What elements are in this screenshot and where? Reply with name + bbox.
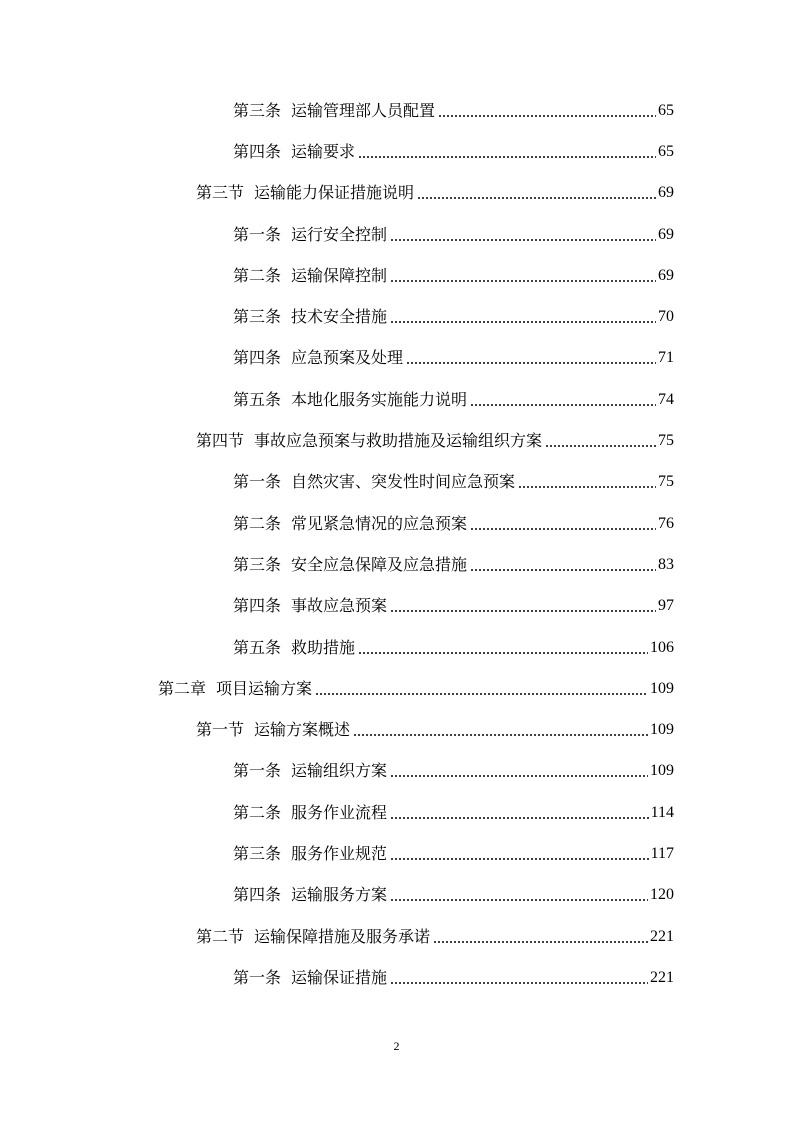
toc-entry-number: 第三条 bbox=[233, 843, 282, 863]
toc-entry-page: 97 bbox=[658, 597, 674, 615]
toc-entry-page: 83 bbox=[658, 555, 674, 573]
toc-dot-leader bbox=[433, 941, 648, 943]
toc-entry-number: 第四条 bbox=[233, 141, 282, 161]
toc-entry[interactable] bbox=[0, 544, 793, 585]
toc-entry[interactable] bbox=[0, 709, 793, 750]
toc-entry[interactable] bbox=[0, 668, 793, 709]
toc-entry-number: 第一条 bbox=[233, 761, 282, 781]
toc-entry[interactable] bbox=[0, 255, 793, 296]
toc-entry[interactable] bbox=[0, 379, 793, 420]
toc-dot-leader bbox=[390, 280, 656, 282]
toc-entry[interactable] bbox=[0, 338, 793, 379]
toc-entry-page: 221 bbox=[650, 927, 674, 945]
toc-entry-page: 65 bbox=[658, 101, 674, 119]
toc-dot-leader bbox=[390, 610, 656, 612]
toc-entry-title: 运输管理部人员配置 bbox=[291, 100, 436, 120]
toc-dot-leader bbox=[406, 362, 656, 364]
toc-entry[interactable] bbox=[0, 875, 793, 916]
toc-entry-page: 69 bbox=[658, 184, 674, 202]
footer-page-number: 2 bbox=[393, 1039, 400, 1053]
table-of-contents bbox=[0, 90, 793, 999]
toc-dot-leader bbox=[438, 115, 656, 117]
toc-entry-title: 本地化服务实施能力说明 bbox=[291, 389, 468, 409]
toc-entry-page: 69 bbox=[658, 225, 674, 243]
toc-entry-title: 事故应急预案与救助措施及运输组织方案 bbox=[254, 431, 543, 451]
toc-entry-page: 109 bbox=[650, 762, 674, 780]
toc-entry-number: 第一条 bbox=[233, 472, 282, 492]
toc-dot-leader bbox=[390, 817, 649, 819]
toc-entry[interactable] bbox=[0, 916, 793, 957]
toc-entry-title: 常见紧急情况的应急预案 bbox=[291, 513, 468, 533]
toc-entry-page: 221 bbox=[650, 968, 674, 986]
toc-dot-leader bbox=[390, 982, 648, 984]
toc-entry[interactable] bbox=[0, 792, 793, 833]
toc-entry-title: 自然灾害、突发性时间应急预案 bbox=[291, 472, 516, 492]
toc-entry-page: 70 bbox=[658, 308, 674, 326]
toc-entry-number: 第二条 bbox=[233, 802, 282, 822]
toc-entry-page: 65 bbox=[658, 142, 674, 160]
toc-entry[interactable] bbox=[0, 296, 793, 337]
toc-entry[interactable] bbox=[0, 462, 793, 503]
toc-entry[interactable] bbox=[0, 833, 793, 874]
toc-entry-number: 第五条 bbox=[233, 389, 282, 409]
toc-entry-number: 第四条 bbox=[233, 596, 282, 616]
toc-entry-number: 第一节 bbox=[196, 720, 245, 740]
toc-dot-leader bbox=[390, 775, 648, 777]
toc-entry-page: 114 bbox=[650, 803, 674, 821]
toc-entry-page: 120 bbox=[650, 886, 674, 904]
toc-dot-leader bbox=[470, 404, 656, 406]
toc-entry-title: 项目运输方案 bbox=[216, 678, 313, 698]
toc-dot-leader bbox=[315, 693, 648, 695]
toc-entry-title: 运输组织方案 bbox=[291, 761, 388, 781]
toc-entry[interactable] bbox=[0, 957, 793, 998]
toc-entry-page: 109 bbox=[650, 721, 674, 739]
toc-dot-leader bbox=[358, 652, 648, 654]
toc-entry-number: 第三条 bbox=[233, 554, 282, 574]
toc-entry-title: 运输保障控制 bbox=[291, 265, 388, 285]
toc-entry-number: 第四节 bbox=[196, 431, 245, 451]
toc-entry[interactable] bbox=[0, 90, 793, 131]
toc-entry-number: 第四条 bbox=[233, 885, 282, 905]
toc-entry-title: 救助措施 bbox=[291, 637, 356, 657]
toc-dot-leader bbox=[358, 156, 656, 158]
toc-entry-number: 第二条 bbox=[233, 513, 282, 533]
toc-entry[interactable] bbox=[0, 420, 793, 461]
toc-entry-title: 运输服务方案 bbox=[291, 885, 388, 905]
toc-entry-title: 运输要求 bbox=[291, 141, 356, 161]
toc-entry-page: 71 bbox=[658, 349, 674, 367]
toc-entry-title: 运行安全控制 bbox=[291, 224, 388, 244]
toc-dot-leader bbox=[417, 197, 656, 199]
toc-dot-leader bbox=[390, 321, 656, 323]
toc-entry-title: 运输保障措施及服务承诺 bbox=[254, 926, 431, 946]
toc-entry-title: 运输方案概述 bbox=[254, 720, 351, 740]
toc-entry-number: 第四条 bbox=[233, 348, 282, 368]
toc-dot-leader bbox=[470, 528, 656, 530]
toc-entry-page: 74 bbox=[658, 390, 674, 408]
toc-entry-title: 安全应急保障及应急措施 bbox=[291, 554, 468, 574]
toc-entry-page: 69 bbox=[658, 266, 674, 284]
toc-entry-page: 75 bbox=[658, 473, 674, 491]
toc-entry-number: 第一条 bbox=[233, 967, 282, 987]
toc-dot-leader bbox=[390, 239, 656, 241]
toc-entry[interactable] bbox=[0, 627, 793, 668]
toc-dot-leader bbox=[353, 734, 648, 736]
toc-entry-title: 运输能力保证措施说明 bbox=[254, 183, 415, 203]
toc-dot-leader bbox=[545, 445, 656, 447]
toc-entry-number: 第二节 bbox=[196, 926, 245, 946]
toc-entry-number: 第三条 bbox=[233, 307, 282, 327]
toc-entry-number: 第五条 bbox=[233, 637, 282, 657]
toc-dot-leader bbox=[518, 486, 656, 488]
toc-entry-title: 应急预案及处理 bbox=[291, 348, 404, 368]
toc-entry[interactable] bbox=[0, 214, 793, 255]
toc-entry-title: 服务作业流程 bbox=[291, 802, 388, 822]
toc-dot-leader bbox=[390, 899, 648, 901]
toc-entry-number: 第二条 bbox=[233, 265, 282, 285]
toc-entry-number: 第二章 bbox=[158, 678, 207, 698]
toc-entry[interactable] bbox=[0, 503, 793, 544]
toc-entry-number: 第三节 bbox=[196, 183, 245, 203]
toc-entry-title: 事故应急预案 bbox=[291, 596, 388, 616]
toc-entry-number: 第三条 bbox=[233, 100, 282, 120]
toc-entry-title: 服务作业规范 bbox=[291, 843, 388, 863]
toc-entry-page: 109 bbox=[650, 679, 674, 697]
toc-entry[interactable] bbox=[0, 751, 793, 792]
toc-dot-leader bbox=[390, 858, 649, 860]
toc-entry[interactable] bbox=[0, 173, 793, 214]
toc-entry[interactable] bbox=[0, 586, 793, 627]
toc-entry-title: 技术安全措施 bbox=[291, 307, 388, 327]
toc-entry-page: 75 bbox=[658, 432, 674, 450]
toc-entry-page: 76 bbox=[658, 514, 674, 532]
toc-entry-title: 运输保证措施 bbox=[291, 967, 388, 987]
toc-entry[interactable] bbox=[0, 131, 793, 172]
toc-dot-leader bbox=[470, 569, 656, 571]
toc-entry-page: 106 bbox=[650, 638, 674, 656]
toc-entry-number: 第一条 bbox=[233, 224, 282, 244]
toc-entry-page: 117 bbox=[650, 844, 674, 862]
